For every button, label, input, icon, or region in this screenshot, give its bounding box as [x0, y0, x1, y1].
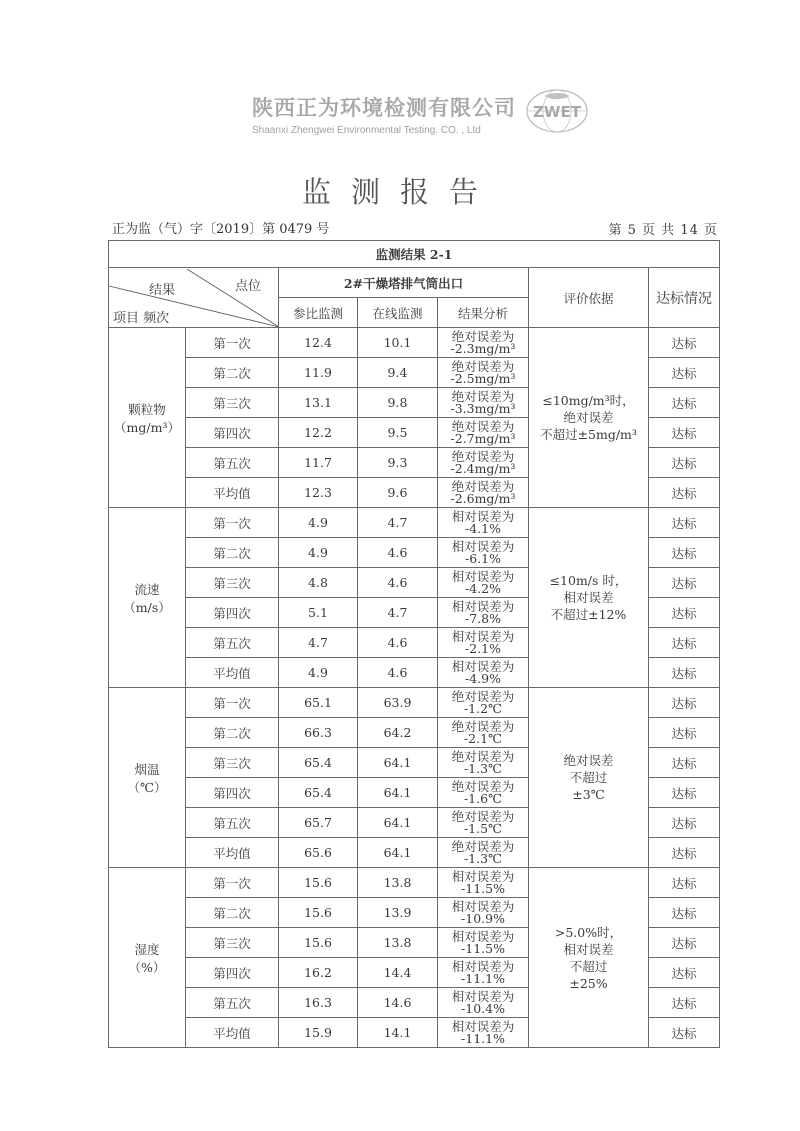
analysis-label: 绝对误差为: [451, 808, 515, 824]
document-number: 正为监（气）字〔2019〕第 0479 号: [112, 222, 330, 237]
reference-value: 13.1: [279, 388, 358, 418]
status-cell: 达标: [649, 778, 720, 808]
reference-value: 15.6: [279, 898, 358, 928]
frequency-cell: 第一次: [186, 868, 279, 898]
online-value: 9.6: [358, 478, 438, 508]
frequency-cell: 平均值: [186, 658, 279, 688]
analysis-cell: [438, 628, 529, 658]
reference-value: 4.9: [279, 508, 358, 538]
analysis-value: -11.5%: [461, 880, 505, 896]
analysis-label: 相对误差为: [451, 568, 515, 584]
online-value: 4.6: [358, 568, 438, 598]
analysis-value: -2.7mg/m³: [450, 430, 516, 446]
reference-value: 65.7: [279, 808, 358, 838]
status-cell: 达标: [649, 358, 720, 388]
online-value: 4.6: [358, 628, 438, 658]
online-value: 64.1: [358, 808, 438, 838]
corner-label-item-freq: 项目 频次: [113, 310, 170, 326]
item-cell: [109, 688, 186, 868]
corner-header: [109, 268, 279, 328]
basis-cell: [529, 328, 649, 508]
online-value: 4.7: [358, 598, 438, 628]
analysis-value: -10.4%: [461, 1000, 505, 1016]
basis-line: 不超过±5mg/m³: [540, 427, 637, 442]
online-value: 4.7: [358, 508, 438, 538]
online-value: 64.2: [358, 718, 438, 748]
status-cell: 达标: [649, 628, 720, 658]
analysis-cell: [438, 988, 529, 1018]
status-cell: 达标: [649, 688, 720, 718]
table-row: [109, 868, 720, 898]
company-header: [252, 92, 516, 136]
reference-value: 15.9: [279, 1018, 358, 1048]
status-header: 达标情况: [649, 268, 720, 328]
online-value: 13.9: [358, 898, 438, 928]
reference-value: 12.4: [279, 328, 358, 358]
basis-line: 不超过: [569, 770, 608, 785]
table-row: [109, 328, 720, 358]
analysis-label: 绝对误差为: [451, 448, 515, 464]
analysis-cell: [438, 838, 529, 868]
company-name-cn: 陕西正为环境检测有限公司: [252, 96, 516, 120]
analysis-cell: [438, 538, 529, 568]
frequency-cell: 第五次: [186, 448, 279, 478]
status-cell: 达标: [649, 388, 720, 418]
item-name: 烟温: [134, 761, 160, 777]
frequency-cell: 第二次: [186, 898, 279, 928]
reference-value: 65.1: [279, 688, 358, 718]
reference-value: 11.9: [279, 358, 358, 388]
status-cell: 达标: [649, 838, 720, 868]
online-value: 9.4: [358, 358, 438, 388]
item-name: 颗粒物: [128, 401, 166, 417]
status-cell: 达标: [649, 538, 720, 568]
item-name: 湿度: [134, 941, 160, 957]
table-row: [109, 688, 720, 718]
reference-value: 5.1: [279, 598, 358, 628]
basis-line: ±3℃: [572, 787, 605, 802]
reference-header: 参比监测: [279, 298, 358, 328]
analysis-value: -1.6℃: [463, 790, 503, 806]
frequency-cell: 第四次: [186, 418, 279, 448]
status-cell: 达标: [649, 418, 720, 448]
online-value: 64.1: [358, 838, 438, 868]
analysis-value: -1.5℃: [463, 820, 503, 836]
reference-value: 4.7: [279, 628, 358, 658]
analysis-cell: [438, 568, 529, 598]
page-indicator: 第 5 页 共 14 页: [608, 223, 718, 238]
item-cell: [109, 868, 186, 1048]
analysis-label: 绝对误差为: [451, 358, 515, 374]
analysis-label: 相对误差为: [451, 538, 515, 554]
status-cell: 达标: [649, 958, 720, 988]
frequency-cell: 第四次: [186, 598, 279, 628]
online-value: 14.4: [358, 958, 438, 988]
basis-cell: [529, 688, 649, 868]
status-cell: 达标: [649, 508, 720, 538]
analysis-label: 相对误差为: [451, 988, 515, 1004]
item-unit: （m/s）: [123, 599, 171, 615]
analysis-cell: [438, 928, 529, 958]
analysis-value: -3.3mg/m³: [450, 400, 516, 416]
frequency-cell: 第三次: [186, 748, 279, 778]
item-unit: （%）: [128, 959, 166, 975]
basis-header: 评价依据: [529, 268, 649, 328]
reference-value: 15.6: [279, 868, 358, 898]
analysis-label: 相对误差为: [451, 928, 515, 944]
frequency-cell: 第二次: [186, 358, 279, 388]
analysis-value: -11.5%: [461, 940, 505, 956]
basis-line: ≤10m/s 时，: [549, 573, 628, 588]
frequency-cell: 第一次: [186, 508, 279, 538]
analysis-value: -2.1%: [465, 640, 501, 656]
basis-cell: [529, 508, 649, 688]
reference-value: 16.2: [279, 958, 358, 988]
analysis-value: -1.3℃: [463, 760, 503, 776]
analysis-value: -11.1%: [461, 970, 505, 986]
analysis-label: 相对误差为: [451, 868, 515, 884]
company-logo-icon: [522, 88, 592, 134]
analysis-value: -2.6mg/m³: [450, 490, 516, 506]
reference-value: 65.4: [279, 778, 358, 808]
analysis-value: -1.3℃: [463, 850, 503, 866]
analysis-label: 相对误差为: [451, 658, 515, 674]
frequency-cell: 第三次: [186, 568, 279, 598]
analysis-value: -4.9%: [465, 670, 501, 686]
analysis-value: -1.2℃: [463, 700, 503, 716]
status-cell: 达标: [649, 748, 720, 778]
analysis-cell: [438, 598, 529, 628]
analysis-value: -7.8%: [465, 610, 501, 626]
analysis-cell: [438, 748, 529, 778]
reference-value: 12.2: [279, 418, 358, 448]
frequency-cell: 第二次: [186, 538, 279, 568]
page-title: 监测报告: [301, 175, 498, 209]
analysis-label: 绝对误差为: [451, 478, 515, 494]
frequency-cell: 第五次: [186, 988, 279, 1018]
basis-line: 绝对误差: [563, 753, 614, 768]
status-cell: 达标: [649, 808, 720, 838]
reference-value: 4.9: [279, 538, 358, 568]
analysis-label: 绝对误差为: [451, 748, 515, 764]
frequency-cell: 第四次: [186, 958, 279, 988]
analysis-value: -2.4mg/m³: [450, 460, 516, 476]
analysis-label: 相对误差为: [451, 958, 515, 974]
analysis-label: 相对误差为: [451, 898, 515, 914]
reference-value: 11.7: [279, 448, 358, 478]
status-cell: 达标: [649, 448, 720, 478]
status-cell: 达标: [649, 598, 720, 628]
analysis-cell: [438, 718, 529, 748]
frequency-cell: 第五次: [186, 808, 279, 838]
reference-value: 66.3: [279, 718, 358, 748]
frequency-cell: 第二次: [186, 718, 279, 748]
online-value: 9.8: [358, 388, 438, 418]
analysis-cell: [438, 898, 529, 928]
status-cell: 达标: [649, 478, 720, 508]
analysis-header: 结果分析: [438, 298, 529, 328]
frequency-cell: 第四次: [186, 778, 279, 808]
frequency-cell: 平均值: [186, 1018, 279, 1048]
basis-line: ≤10mg/m³时，: [542, 393, 635, 408]
frequency-cell: 第五次: [186, 628, 279, 658]
online-value: 9.5: [358, 418, 438, 448]
frequency-cell: 第三次: [186, 388, 279, 418]
online-value: 64.1: [358, 778, 438, 808]
analysis-label: 绝对误差为: [451, 328, 515, 344]
item-unit: （mg/m³）: [114, 419, 180, 435]
online-value: 13.8: [358, 928, 438, 958]
analysis-value: -6.1%: [465, 550, 501, 566]
online-value: 4.6: [358, 658, 438, 688]
status-cell: 达标: [649, 868, 720, 898]
frequency-cell: 平均值: [186, 838, 279, 868]
basis-line: >5.0%时，: [554, 924, 623, 940]
status-cell: 达标: [649, 928, 720, 958]
frequency-cell: 第三次: [186, 928, 279, 958]
corner-label-point: 点位: [235, 278, 262, 294]
analysis-label: 绝对误差为: [451, 838, 515, 854]
online-value: 64.1: [358, 748, 438, 778]
status-cell: 达标: [649, 718, 720, 748]
basis-line: ±25%: [569, 975, 608, 991]
reference-value: 65.6: [279, 838, 358, 868]
online-value: 10.1: [358, 328, 438, 358]
basis-line: 相对误差: [563, 590, 614, 605]
status-cell: 达标: [649, 658, 720, 688]
analysis-cell: [438, 868, 529, 898]
item-name: 流速: [134, 581, 160, 597]
reference-value: 15.6: [279, 928, 358, 958]
status-cell: 达标: [649, 988, 720, 1018]
basis-line: 不超过±12%: [550, 607, 627, 622]
frequency-cell: 第一次: [186, 328, 279, 358]
analysis-cell: [438, 688, 529, 718]
results-table: [108, 240, 720, 1048]
analysis-label: 相对误差为: [451, 628, 515, 644]
online-value: 14.6: [358, 988, 438, 1018]
status-cell: 达标: [649, 898, 720, 928]
status-cell: 达标: [649, 328, 720, 358]
corner-label-result: 结果: [149, 282, 176, 298]
frequency-cell: 平均值: [186, 478, 279, 508]
basis-cell: [529, 868, 649, 1048]
table-row: [109, 508, 720, 538]
online-value: 14.1: [358, 1018, 438, 1048]
reference-value: 4.8: [279, 568, 358, 598]
analysis-value: -2.1℃: [463, 730, 503, 746]
analysis-cell: [438, 478, 529, 508]
analysis-label: 相对误差为: [451, 1018, 515, 1034]
analysis-cell: [438, 388, 529, 418]
analysis-cell: [438, 328, 529, 358]
online-value: 63.9: [358, 688, 438, 718]
basis-line: 绝对误差: [563, 410, 614, 425]
analysis-cell: [438, 448, 529, 478]
location-header: 2#干燥塔排气筒出口: [279, 268, 529, 298]
analysis-value: -4.2%: [465, 580, 501, 596]
analysis-cell: [438, 808, 529, 838]
reference-value: 12.3: [279, 478, 358, 508]
reference-value: 4.9: [279, 658, 358, 688]
basis-line: 不超过: [569, 958, 608, 974]
online-value: 13.8: [358, 868, 438, 898]
item-unit: （℃）: [127, 779, 167, 795]
company-name-en: Shaanxi Zhengwei Environmental Testing. CO. , Ltd: [252, 125, 481, 136]
analysis-cell: [438, 658, 529, 688]
reference-value: 16.3: [279, 988, 358, 1018]
analysis-label: 绝对误差为: [451, 778, 515, 794]
status-cell: 达标: [649, 568, 720, 598]
analysis-cell: [438, 418, 529, 448]
frequency-cell: 第一次: [186, 688, 279, 718]
svg-text:ZWET: ZWET: [533, 103, 581, 121]
online-header: 在线监测: [358, 298, 438, 328]
reference-value: 65.4: [279, 748, 358, 778]
table-caption: 监测结果 2-1: [109, 241, 720, 268]
analysis-value: -2.3mg/m³: [450, 340, 516, 356]
analysis-label: 相对误差为: [451, 508, 515, 524]
analysis-value: -10.9%: [461, 910, 505, 926]
analysis-label: 绝对误差为: [451, 418, 515, 434]
analysis-cell: [438, 508, 529, 538]
analysis-label: 绝对误差为: [451, 388, 515, 404]
analysis-cell: [438, 958, 529, 988]
analysis-label: 相对误差为: [451, 598, 515, 614]
online-value: 9.3: [358, 448, 438, 478]
item-cell: [109, 328, 186, 508]
analysis-cell: [438, 358, 529, 388]
analysis-label: 绝对误差为: [451, 718, 515, 734]
analysis-cell: [438, 1018, 529, 1048]
status-cell: 达标: [649, 1018, 720, 1048]
online-value: 4.6: [358, 538, 438, 568]
analysis-value: -2.5mg/m³: [450, 370, 516, 386]
analysis-value: -11.1%: [461, 1030, 505, 1046]
analysis-cell: [438, 778, 529, 808]
analysis-label: 绝对误差为: [451, 688, 515, 704]
item-cell: [109, 508, 186, 688]
analysis-value: -4.1%: [465, 520, 501, 536]
basis-line: 相对误差: [563, 941, 614, 957]
